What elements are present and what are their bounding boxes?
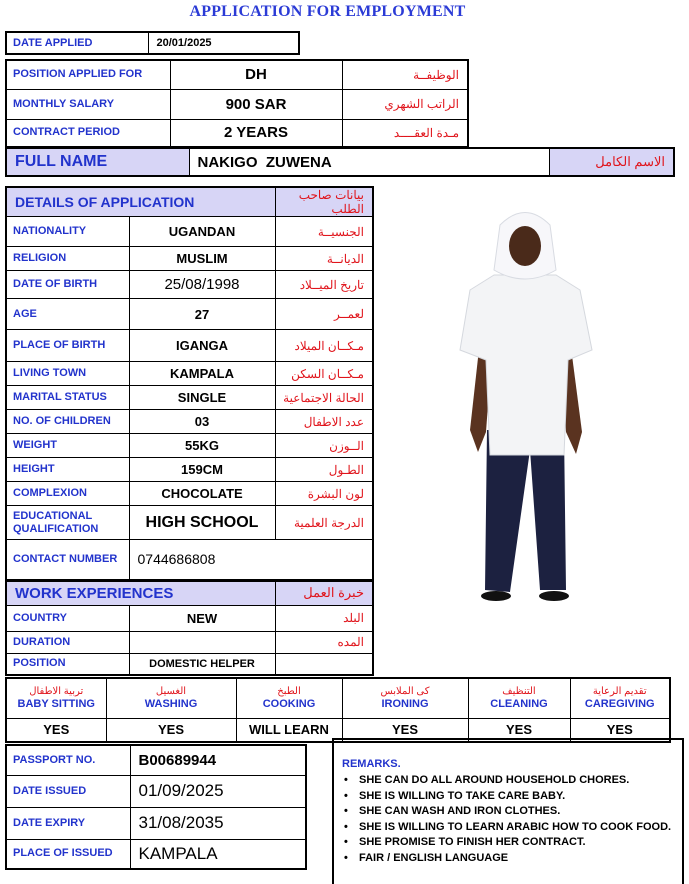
height-label-ar: الطـول [275, 458, 373, 482]
applicant-photo [452, 200, 612, 610]
education-label-ar: الدرجة العلمية [275, 506, 373, 540]
remark-item: • SHE IS WILLING TO TAKE CARE BABY. [344, 789, 566, 802]
children-label: NO. OF CHILDREN [6, 410, 129, 434]
page-title: APPLICATION FOR EMPLOYMENT [189, 3, 466, 20]
skill-washing-label: WASHING [144, 697, 198, 710]
work-position-label: POSITION [6, 653, 129, 675]
skill-baby-sitting-value: YES [6, 718, 106, 742]
work-experience-table [5, 580, 374, 676]
date-applied-value: 20/01/2025 [148, 32, 299, 54]
work-header: WORK EXPERIENCES [6, 581, 275, 605]
age-label: AGE [6, 299, 129, 330]
religion-label: RELIGION [6, 247, 129, 271]
skill-washing-ar: الغسيل [155, 685, 187, 697]
nationality-label: NATIONALITY [6, 217, 129, 247]
work-duration-label: DURATION [6, 631, 129, 653]
contact-label-ar [275, 540, 373, 580]
date-expiry-label: DATE EXPIRY [6, 807, 130, 839]
skill-cooking-label: COOKING [262, 697, 316, 710]
religion-label-ar: الديانــة [275, 247, 373, 271]
remark-text: SHE PROMISE TO FINISH HER CONTRACT. [359, 836, 586, 848]
complexion-value: CHOCOLATE [129, 482, 275, 506]
skill-caregiving-label: CAREGIVING [584, 697, 655, 710]
work-country-label: COUNTRY [6, 605, 129, 631]
religion-value: MUSLIM [129, 247, 275, 271]
skill-caregiving-value: YES [570, 718, 670, 742]
full-name-value: NAKIGO ZUWENA [189, 148, 549, 176]
remark-item: • SHE CAN DO ALL AROUND HOUSEHOLD CHORES. [344, 774, 630, 786]
skill-ironing-label: IRONING [381, 697, 429, 710]
date-applied-box [5, 31, 300, 55]
skill-caregiving-ar: تقديم الرعاية [592, 685, 647, 697]
skill-ironing-value: YES [342, 718, 468, 742]
contract-value: 2 YEARS [170, 119, 342, 147]
height-label: HEIGHT [6, 458, 129, 482]
contact-label: CONTACT NUMBER [6, 540, 129, 580]
remark-item: • FAIR / ENGLISH LANGUAGE [344, 851, 509, 864]
salary-label: MONTHLY SALARY [6, 89, 170, 119]
remarks-list [342, 773, 682, 866]
skill-caregiving [570, 678, 670, 718]
nationality-value: UGANDAN [129, 217, 275, 247]
birthplace-label-ar: مـكــان الميلاد [275, 330, 373, 362]
position-value: DH [170, 60, 342, 89]
details-table [5, 186, 374, 581]
salary-label-ar: الراتب الشهري [342, 89, 468, 119]
place-issued-value: KAMPALA [130, 839, 306, 869]
skill-baby-sitting-label: BABY SITTING [17, 697, 95, 710]
work-duration-label-ar: المده [275, 631, 373, 653]
skill-baby-sitting [6, 678, 106, 718]
date-issued-label: DATE ISSUED [6, 775, 130, 807]
salary-value: 900 SAR [170, 89, 342, 119]
skills-table [5, 677, 671, 743]
work-country-value: NEW [129, 605, 275, 631]
education-value: HIGH SCHOOL [129, 506, 275, 540]
remark-text: SHE IS WILLING TO LEARN ARABIC HOW TO COOK FOOD. [359, 820, 672, 833]
birthplace-value: IGANGA [129, 330, 275, 362]
skill-ironing-ar: كى الملابس [380, 685, 430, 697]
remarks-title: REMARKS. [342, 758, 401, 770]
living-town-value: KAMPALA [129, 362, 275, 386]
details-header-ar: بيانات صاحب الطلب [275, 187, 373, 217]
contact-value: 0744686808 [129, 540, 275, 580]
work-position-value: DOMESTIC HELPER [129, 653, 275, 675]
living-town-label: LIVING TOWN [6, 362, 129, 386]
dob-value: 25/08/1998 [129, 271, 275, 299]
work-country-label-ar: البلد [275, 605, 373, 631]
place-issued-label: PLACE OF ISSUED [6, 839, 130, 869]
remarks-box [332, 738, 684, 884]
skill-cooking [236, 678, 342, 718]
remark-text: SHE CAN WASH AND IRON CLOTHES. [359, 805, 561, 817]
work-header-ar: خبرة العمل [275, 581, 373, 605]
position-label: POSITION APPLIED FOR [6, 60, 170, 89]
contract-label-ar: مـدة العقــــد [342, 119, 468, 147]
skill-washing-value: YES [106, 718, 236, 742]
skill-cooking-value: WILL LEARN [236, 718, 342, 742]
skill-cleaning-value: YES [468, 718, 570, 742]
age-value: 27 [129, 299, 275, 330]
remark-text: SHE IS WILLING TO TAKE CARE BABY. [359, 789, 566, 802]
education-label: EDUCATIONAL QUALIFICATION [6, 506, 129, 540]
passport-no-label: PASSPORT NO. [6, 745, 130, 775]
skill-ironing [342, 678, 468, 718]
living-town-label-ar: مـكــان السكن [275, 362, 373, 386]
passport-no-value: B00689944 [130, 745, 306, 775]
height-value: 159CM [129, 458, 275, 482]
date-issued-value: 01/09/2025 [130, 775, 306, 807]
passport-table [5, 744, 307, 870]
skill-cooking-ar: الطبخ [277, 685, 301, 697]
full-name-label: FULL NAME [6, 148, 189, 176]
dob-label: DATE OF BIRTH [6, 271, 129, 299]
date-expiry-value: 31/08/2035 [130, 807, 306, 839]
skill-washing [106, 678, 236, 718]
skill-baby-sitting-ar: تربية الاطفال [29, 685, 84, 697]
skill-cleaning-ar: التنظيف [502, 685, 536, 697]
contract-label: CONTRACT PERIOD [6, 119, 170, 147]
marital-status-value: SINGLE [129, 386, 275, 410]
applicant-photo-figure [452, 200, 612, 610]
complexion-label-ar: لون البشرة [275, 482, 373, 506]
weight-label: WEIGHT [6, 434, 129, 458]
birthplace-label: PLACE OF BIRTH [6, 330, 129, 362]
marital-status-label: MARITAL STATUS [6, 386, 129, 410]
job-info-table [5, 59, 469, 148]
date-applied-label: DATE APPLIED [6, 32, 148, 54]
full-name-row [5, 147, 675, 177]
work-duration-value [129, 631, 275, 653]
remark-item: • SHE IS WILLING TO LEARN ARABIC HOW TO COOK FOOD. [344, 820, 672, 833]
nationality-label-ar: الجنسيــة [275, 217, 373, 247]
full-name-label-ar: الاسم الكامل [549, 148, 674, 176]
weight-label-ar: الــوزن [275, 434, 373, 458]
details-header: DETAILS OF APPLICATION [6, 187, 275, 217]
marital-status-label-ar: الحالة الاجتماعية [275, 386, 373, 410]
remark-item: • SHE CAN WASH AND IRON CLOTHES. [344, 805, 561, 817]
remark-text: SHE CAN DO ALL AROUND HOUSEHOLD CHORES. [359, 774, 630, 786]
age-label-ar: لعمــر [275, 299, 373, 330]
skill-cleaning-label: CLEANING [490, 697, 548, 710]
remark-item: • SHE PROMISE TO FINISH HER CONTRACT. [344, 836, 586, 848]
weight-value: 55KG [129, 434, 275, 458]
position-label-ar: الوظيفــة [342, 60, 468, 89]
complexion-label: COMPLEXION [6, 482, 129, 506]
children-label-ar: عدد الاطفال [275, 410, 373, 434]
work-position-label-ar [275, 653, 373, 675]
skill-cleaning [468, 678, 570, 718]
remark-text: FAIR / ENGLISH LANGUAGE [359, 851, 509, 864]
dob-label-ar: تاريخ الميــلاد [275, 271, 373, 299]
children-value: 03 [129, 410, 275, 434]
